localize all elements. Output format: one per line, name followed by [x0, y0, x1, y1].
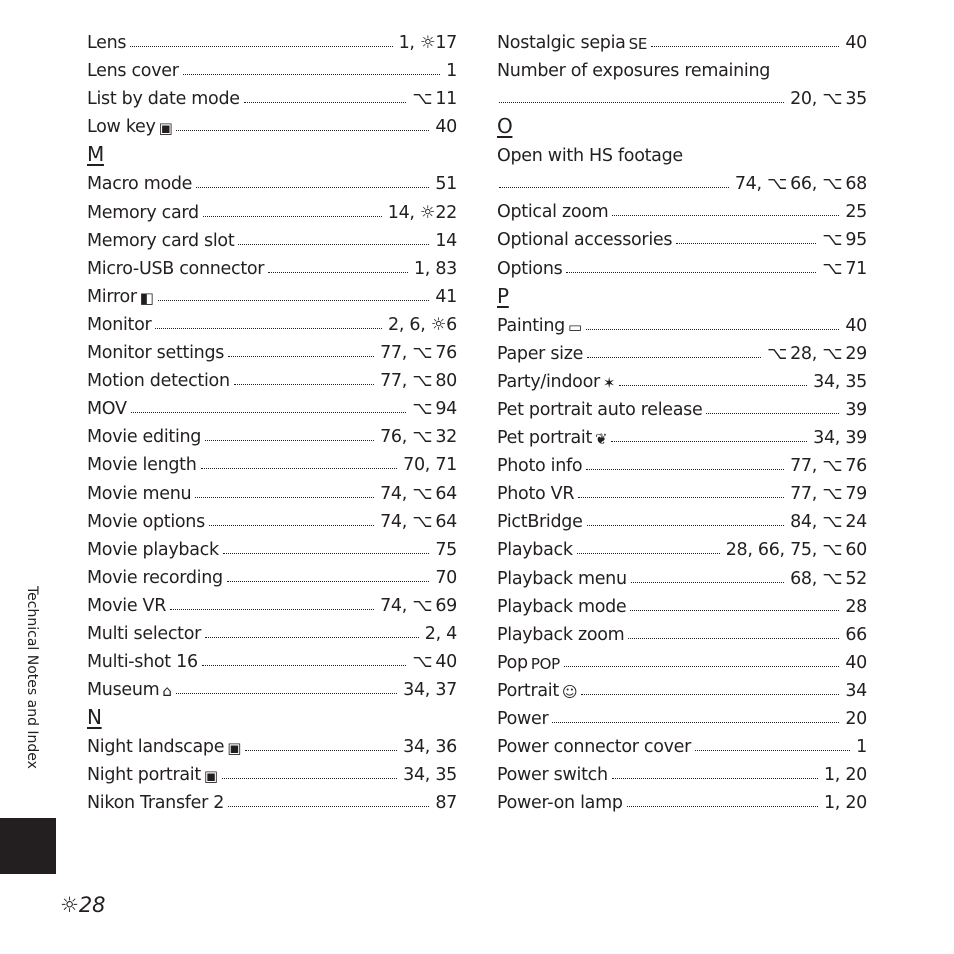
index-entry	[497, 138, 867, 166]
letter-heading-text: N	[87, 705, 102, 730]
entry-term: Lens cover	[87, 61, 179, 82]
entry-term: Pet portrait auto release	[497, 399, 703, 420]
entry-term: Optional accessories	[497, 230, 673, 251]
dot-leader	[223, 553, 430, 554]
entry-term: Micro-USB connector	[87, 258, 265, 279]
scene-mode-icon: ▭	[567, 317, 582, 336]
index-entry	[497, 701, 867, 729]
dot-leader	[234, 384, 374, 385]
dot-leader	[499, 187, 729, 188]
entry-page-refs: 40	[845, 33, 867, 54]
entry-page-refs: 14	[435, 230, 457, 251]
dot-leader	[627, 806, 818, 807]
index-entry	[87, 81, 457, 109]
entry-term: Power switch	[497, 765, 608, 786]
entry-term: Movie editing	[87, 427, 202, 448]
entry-term: Playback mode	[497, 596, 627, 617]
scene-mode-icon: ☺	[561, 682, 578, 701]
entry-page-refs: 66	[845, 624, 867, 645]
entry-term: List by date mode	[87, 89, 240, 110]
index-entry	[497, 81, 867, 109]
index-entry	[497, 617, 867, 645]
entry-term: Lens	[87, 33, 127, 54]
index-entry	[497, 476, 867, 504]
scene-mode-icon: ❦	[595, 430, 608, 449]
entry-page-refs: 28	[845, 596, 867, 617]
index-letter-heading	[497, 279, 867, 308]
index-entry	[87, 419, 457, 447]
index-letter-heading	[497, 109, 867, 138]
index-entry	[87, 729, 457, 757]
index-entry	[87, 785, 457, 813]
index-entry	[497, 785, 867, 813]
entry-page-refs: 1	[446, 61, 457, 82]
entry-term: Paper size	[497, 343, 584, 364]
letter-heading-text: O	[497, 114, 513, 139]
section-tab-marker	[0, 818, 56, 874]
index-entry	[497, 53, 867, 81]
entry-page-refs: 74, ⌥ 64	[380, 511, 457, 532]
index-entry	[497, 645, 867, 673]
dot-leader	[268, 272, 408, 273]
letter-heading-text: P	[497, 283, 509, 308]
entry-term: Playback zoom	[497, 624, 625, 645]
entry-term: Photo VR	[497, 484, 575, 505]
scene-mode-icon: SE	[628, 35, 648, 54]
entry-term: Night portrait	[87, 765, 201, 786]
entry-term: Pop	[497, 652, 528, 673]
entry-page-refs: 51	[435, 174, 457, 195]
dot-leader	[612, 778, 818, 779]
dot-leader	[244, 102, 407, 103]
entry-page-refs: 77, ⌥ 76	[790, 456, 867, 477]
entry-page-refs: ⌥ 11	[412, 89, 457, 110]
index-entry	[497, 194, 867, 222]
entry-term: Multi selector	[87, 623, 202, 644]
dot-leader	[552, 722, 839, 723]
dot-leader	[611, 441, 807, 442]
entry-page-refs: 77, ⌥ 80	[380, 371, 457, 392]
entry-page-refs: 25	[845, 202, 867, 223]
dot-leader	[170, 609, 374, 610]
entry-page-refs: 70, 71	[403, 455, 457, 476]
dot-leader	[155, 328, 382, 329]
dot-leader	[612, 215, 839, 216]
dot-leader	[176, 693, 397, 694]
entry-term: Power connector cover	[497, 737, 692, 758]
dot-leader	[202, 665, 406, 666]
entry-page-refs: 34, 37	[403, 680, 457, 701]
entry-term: Movie VR	[87, 595, 167, 616]
entry-page-refs: 39	[845, 399, 867, 420]
entry-page-refs: 1, ☼17	[398, 33, 457, 54]
entry-page-refs: 34, 36	[403, 737, 457, 758]
entry-page-refs: 20	[845, 708, 867, 729]
index-entry	[497, 250, 867, 278]
scene-mode-icon: ▣	[158, 119, 173, 138]
index-entry	[497, 420, 867, 448]
entry-term: Open with HS footage	[497, 146, 683, 167]
scene-mode-icon: POP	[530, 654, 560, 673]
entry-page-refs: ⌥ 28, ⌥ 29	[767, 343, 867, 364]
dot-leader	[222, 778, 397, 779]
index-entry	[87, 223, 457, 251]
index-entry	[87, 757, 457, 785]
entry-page-refs: ⌥ 94	[412, 399, 457, 420]
entry-term: Low key	[87, 117, 156, 138]
scene-mode-icon: ▣	[203, 767, 218, 786]
entry-page-refs: ⌥ 95	[822, 230, 867, 251]
dot-leader	[209, 525, 374, 526]
letter-heading-text: M	[87, 142, 104, 167]
entry-page-refs: 34, 35	[403, 765, 457, 786]
entry-term: Nostalgic sepia	[497, 33, 626, 54]
index-column-right	[497, 25, 867, 813]
entry-term: Portrait	[497, 680, 559, 701]
entry-page-refs: 40	[845, 315, 867, 336]
index-entry	[87, 532, 457, 560]
entry-page-refs: 34	[845, 680, 867, 701]
entry-term: Painting	[497, 315, 565, 336]
dot-leader	[586, 469, 784, 470]
index-entry	[87, 560, 457, 588]
entry-page-refs: 28, 66, 75, ⌥ 60	[725, 540, 867, 561]
dot-leader	[587, 525, 785, 526]
dot-leader	[205, 440, 374, 441]
index-entry	[87, 447, 457, 475]
index-entry	[497, 448, 867, 476]
entry-page-refs: 77, ⌥ 79	[790, 484, 867, 505]
index-entry	[87, 166, 457, 194]
index-letter-heading	[87, 137, 457, 166]
index-entry	[497, 392, 867, 420]
entry-term: Photo info	[497, 456, 583, 477]
dot-leader	[566, 272, 816, 273]
index-entry	[87, 335, 457, 363]
index-letter-heading	[87, 700, 457, 729]
dot-leader	[195, 497, 374, 498]
index-entry	[497, 25, 867, 53]
entry-term: Museum	[87, 680, 160, 701]
entry-page-refs: 70	[435, 567, 457, 588]
entry-term: Night landscape	[87, 737, 225, 758]
dot-leader	[158, 300, 430, 301]
entry-page-refs: 41	[435, 286, 457, 307]
entry-term: Power	[497, 708, 549, 729]
dot-leader	[651, 46, 839, 47]
entry-term: Movie recording	[87, 567, 223, 588]
index-entry	[497, 589, 867, 617]
scene-mode-icon: ▣	[227, 739, 242, 758]
index-entry	[87, 53, 457, 81]
index-column-left	[87, 25, 457, 813]
entry-term: Nikon Transfer 2	[87, 793, 225, 814]
dot-leader	[238, 244, 429, 245]
dot-leader	[695, 750, 850, 751]
entry-term: Movie length	[87, 455, 197, 476]
dot-leader	[676, 243, 816, 244]
entry-page-refs: 20, ⌥ 35	[790, 89, 867, 110]
entry-page-refs: 1, 83	[413, 258, 457, 279]
index-entry	[87, 644, 457, 672]
dot-leader	[577, 553, 720, 554]
entry-term: Macro mode	[87, 174, 193, 195]
entry-term: Party/indoor	[497, 371, 600, 392]
entry-term: Motion detection	[87, 371, 230, 392]
entry-term: PictBridge	[497, 512, 583, 533]
index-entry	[497, 166, 867, 194]
entry-page-refs: 1	[856, 737, 867, 758]
entry-page-refs: 1, 20	[823, 793, 867, 814]
index-entry	[497, 308, 867, 336]
dot-leader	[564, 666, 839, 667]
index-entry	[497, 757, 867, 785]
entry-term: Memory card	[87, 202, 199, 223]
index-entry	[87, 475, 457, 503]
dot-leader	[183, 74, 441, 75]
entry-term: Monitor settings	[87, 343, 225, 364]
dot-leader	[205, 637, 419, 638]
entry-term: Mirror	[87, 286, 137, 307]
entry-page-refs: 74, ⌥ 66, ⌥ 68	[734, 174, 867, 195]
index-entry	[497, 504, 867, 532]
dot-leader	[201, 468, 398, 469]
dot-leader	[499, 102, 784, 103]
index-entry	[87, 279, 457, 307]
entry-term: Power-on lamp	[497, 793, 623, 814]
entry-term: Options	[497, 258, 563, 279]
entry-page-refs: 74, ⌥ 64	[380, 483, 457, 504]
index-entry	[497, 532, 867, 560]
scene-mode-icon: ⌂	[162, 682, 172, 701]
entry-term: Playback menu	[497, 568, 627, 589]
entry-page-refs: 1, 20	[823, 765, 867, 786]
entry-page-refs: 75	[435, 539, 457, 560]
dot-leader	[628, 638, 839, 639]
index-entry	[497, 560, 867, 588]
dot-leader	[631, 582, 784, 583]
index-entry	[87, 251, 457, 279]
dot-leader	[228, 806, 429, 807]
dot-leader	[228, 356, 374, 357]
entry-term: Monitor	[87, 314, 152, 335]
entry-page-refs: 84, ⌥ 24	[790, 512, 867, 533]
index-entry	[497, 729, 867, 757]
entry-term: Movie options	[87, 511, 205, 532]
index-entry	[87, 307, 457, 335]
dot-leader	[245, 750, 397, 751]
dot-leader	[227, 581, 430, 582]
entry-page-refs: 2, 6, ☼6	[388, 314, 457, 335]
index-entry	[497, 336, 867, 364]
scene-mode-icon: ◧	[139, 288, 154, 307]
entry-term: Playback	[497, 540, 573, 561]
scene-mode-icon: ✶	[602, 373, 616, 392]
entry-page-refs: 40	[435, 117, 457, 138]
dot-leader	[578, 497, 784, 498]
entry-term: Memory card slot	[87, 230, 235, 251]
dot-leader	[630, 610, 839, 611]
index-entry	[497, 222, 867, 250]
dot-leader	[587, 357, 761, 358]
dot-leader	[706, 413, 839, 414]
entry-term: Pet portrait	[497, 428, 593, 449]
entry-page-refs: 14, ☼22	[387, 202, 457, 223]
entry-page-refs: ⌥ 71	[822, 258, 867, 279]
dot-leader	[131, 412, 407, 413]
entry-page-refs: 74, ⌥ 69	[380, 595, 457, 616]
entry-term: Movie menu	[87, 483, 192, 504]
page-number: ☼28	[60, 893, 106, 917]
entry-page-refs: ⌥ 40	[412, 652, 457, 673]
entry-page-refs: 77, ⌥ 76	[380, 343, 457, 364]
dot-leader	[196, 187, 429, 188]
index-entry	[87, 391, 457, 419]
index-entry	[87, 109, 457, 137]
entry-term: Optical zoom	[497, 202, 609, 223]
index-entry	[87, 616, 457, 644]
entry-term: MOV	[87, 399, 127, 420]
entry-page-refs: 34, 35	[813, 371, 867, 392]
entry-page-refs: 40	[845, 652, 867, 673]
dot-leader	[581, 694, 839, 695]
entry-page-refs: 34, 39	[813, 428, 867, 449]
index-entry	[87, 194, 457, 222]
index-entry	[87, 25, 457, 53]
index-entry	[87, 672, 457, 700]
entry-page-refs: 87	[435, 793, 457, 814]
index-entry	[87, 363, 457, 391]
entry-page-refs: 68, ⌥ 52	[790, 568, 867, 589]
dot-leader	[130, 46, 392, 47]
dot-leader	[619, 385, 807, 386]
dot-leader	[176, 130, 429, 131]
index-entry	[497, 364, 867, 392]
entry-term: Number of exposures remaining	[497, 61, 771, 82]
entry-term: Multi-shot 16	[87, 652, 198, 673]
entry-page-refs: 2, 4	[424, 623, 457, 644]
index-entry	[87, 504, 457, 532]
dot-leader	[586, 329, 839, 330]
entry-page-refs: 76, ⌥ 32	[380, 427, 457, 448]
entry-term: Movie playback	[87, 539, 219, 560]
index-entry	[87, 588, 457, 616]
section-side-label: Technical Notes and Index	[24, 586, 40, 769]
index-entry	[497, 673, 867, 701]
dot-leader	[203, 216, 382, 217]
